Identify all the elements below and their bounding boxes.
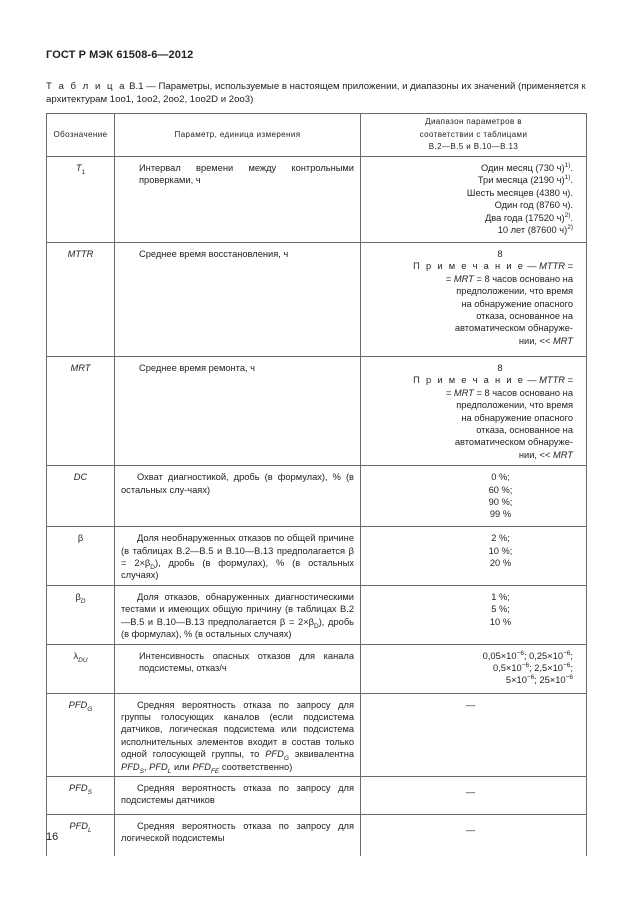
parameter-cell: Интенсивность опасных отказов для канала подсистемы, отказ/ч xyxy=(115,644,361,693)
range-cell: Один месяц (730 ч)$^{1)}$. Три месяца (2190 ч)$^{1)}$. Шесть месяцев (4380 ч). Один год (8760 ч). Два года (17520 ч)$^{2)}$. 10 лет (87600 ч)$^{2)}$ xyxy=(361,157,587,243)
symbol-cell: β xyxy=(47,527,115,586)
range-cell: 8 П р и м е ч а н и е — MTTR = = MRT = 8 часов основано на предположении, что время на обнаружение опасного отказа, основанное на автоматическом обнаруже- нии, << MRT xyxy=(361,357,587,466)
parameter-cell: Интервал времени между контрольными проверками, ч xyxy=(115,157,361,243)
range-cell: — xyxy=(361,693,587,776)
parameter-cell: Средняя вероятность отказа по запросу для группы голосующих каналов (если подсистема датчиков, логическая подсистема или подсистема исполнительных элементов входит в состав только одной голосующей группы, то $PFD_G$ эквивалентна $PFD_S$, $PFD_L$ или $PFD_{FE}$ соответственно) xyxy=(115,693,361,776)
range-cell: — xyxy=(361,776,587,814)
parameter-cell: Средняя вероятность отказа по запросу для подсистемы датчиков xyxy=(115,776,361,814)
header-symbol: Обозначение xyxy=(47,114,115,157)
table-row xyxy=(47,157,587,243)
symbol-cell: $PFD_L$ xyxy=(47,814,115,856)
symbol-cell: MTTR xyxy=(47,243,115,357)
table-header-row xyxy=(47,114,587,157)
parameter-cell: Средняя вероятность отказа по запросу для логической подсистемы xyxy=(115,814,361,856)
table-row xyxy=(47,357,587,466)
table-row xyxy=(47,693,587,776)
symbol-cell: $\lambda_{DU}$ xyxy=(47,644,115,693)
table-row xyxy=(47,814,587,856)
table-row xyxy=(47,585,587,644)
parameter-cell: Доля отказов, обнаруженных диагностическими тестами и имеющих общую причину (в таблицах B.2—B.5 и B.10—B.13 предполагается $\beta = 2\times\beta_D$), дробь (в формулах), % (в остальных случаях) xyxy=(115,585,361,644)
symbol-cell: $T_1$ xyxy=(47,157,115,243)
range-cell: — xyxy=(361,814,587,856)
table-row xyxy=(47,527,587,586)
range-cell: 8 П р и м е ч а н и е — MTTR = = MRT = 8 часов основано на предположении, что время на обнаружение опасного отказа, основанное на автоматическом обнаруже- нии, << MRT xyxy=(361,243,587,357)
table-row xyxy=(47,466,587,527)
caption-prefix: Т а б л и ц а xyxy=(46,81,127,92)
symbol-cell: MRT xyxy=(47,357,115,466)
range-cell: 1 %; 5 %; 10 % xyxy=(361,585,587,644)
parameter-cell: Охват диагностикой, дробь (в формулах), % (в остальных слу-чаях) xyxy=(115,466,361,527)
range-cell: 0 %; 60 %; 90 %; 99 % xyxy=(361,466,587,527)
parameters-table xyxy=(46,113,587,856)
table-row xyxy=(47,243,587,357)
header-range: Диапазон параметров в соответствии с таблицами B.2—B.5 и B.10—B.13 xyxy=(361,114,587,157)
caption-text: В.1 — Параметры, используемые в настоящем приложении, и диапазоны их значений (применяется к архитектурам 1oo1, 1oo2, 2oo2, 1oo2D и 2oo3) xyxy=(46,81,586,105)
table-caption xyxy=(46,80,586,106)
range-cell: $0,05\times 10^{-6}$; $0,25\times 10^{-6}$; $0,5\times 10^{-6}$; $2,5\times 10^{-6}$; $5\times 10^{-6}$; $25\times 10^{-6}$ xyxy=(361,644,587,693)
document-header: ГОСТ Р МЭК 61508-6—2012 xyxy=(46,49,194,61)
parameter-cell: Среднее время ремонта, ч xyxy=(115,357,361,466)
symbol-cell: DC xyxy=(47,466,115,527)
table-row xyxy=(47,776,587,814)
symbol-cell: $PFD_S$ xyxy=(47,776,115,814)
symbol-cell: $PFD_G$ xyxy=(47,693,115,776)
parameter-cell: Среднее время восстановления, ч xyxy=(115,243,361,357)
symbol-cell: $\beta_D$ xyxy=(47,585,115,644)
range-cell: 2 %; 10 %; 20 % xyxy=(361,527,587,586)
parameter-cell: Доля необнаруженных отказов по общей причине (в таблицах B.2—B.5 и B.10—B.13 предполагается $\beta = 2\times\beta_D$), дробь (в формулах), % (в остальных случаях) xyxy=(115,527,361,586)
table-row xyxy=(47,644,587,693)
header-parameter: Параметр, единица измерения xyxy=(115,114,361,157)
page-number: 16 xyxy=(46,831,59,843)
